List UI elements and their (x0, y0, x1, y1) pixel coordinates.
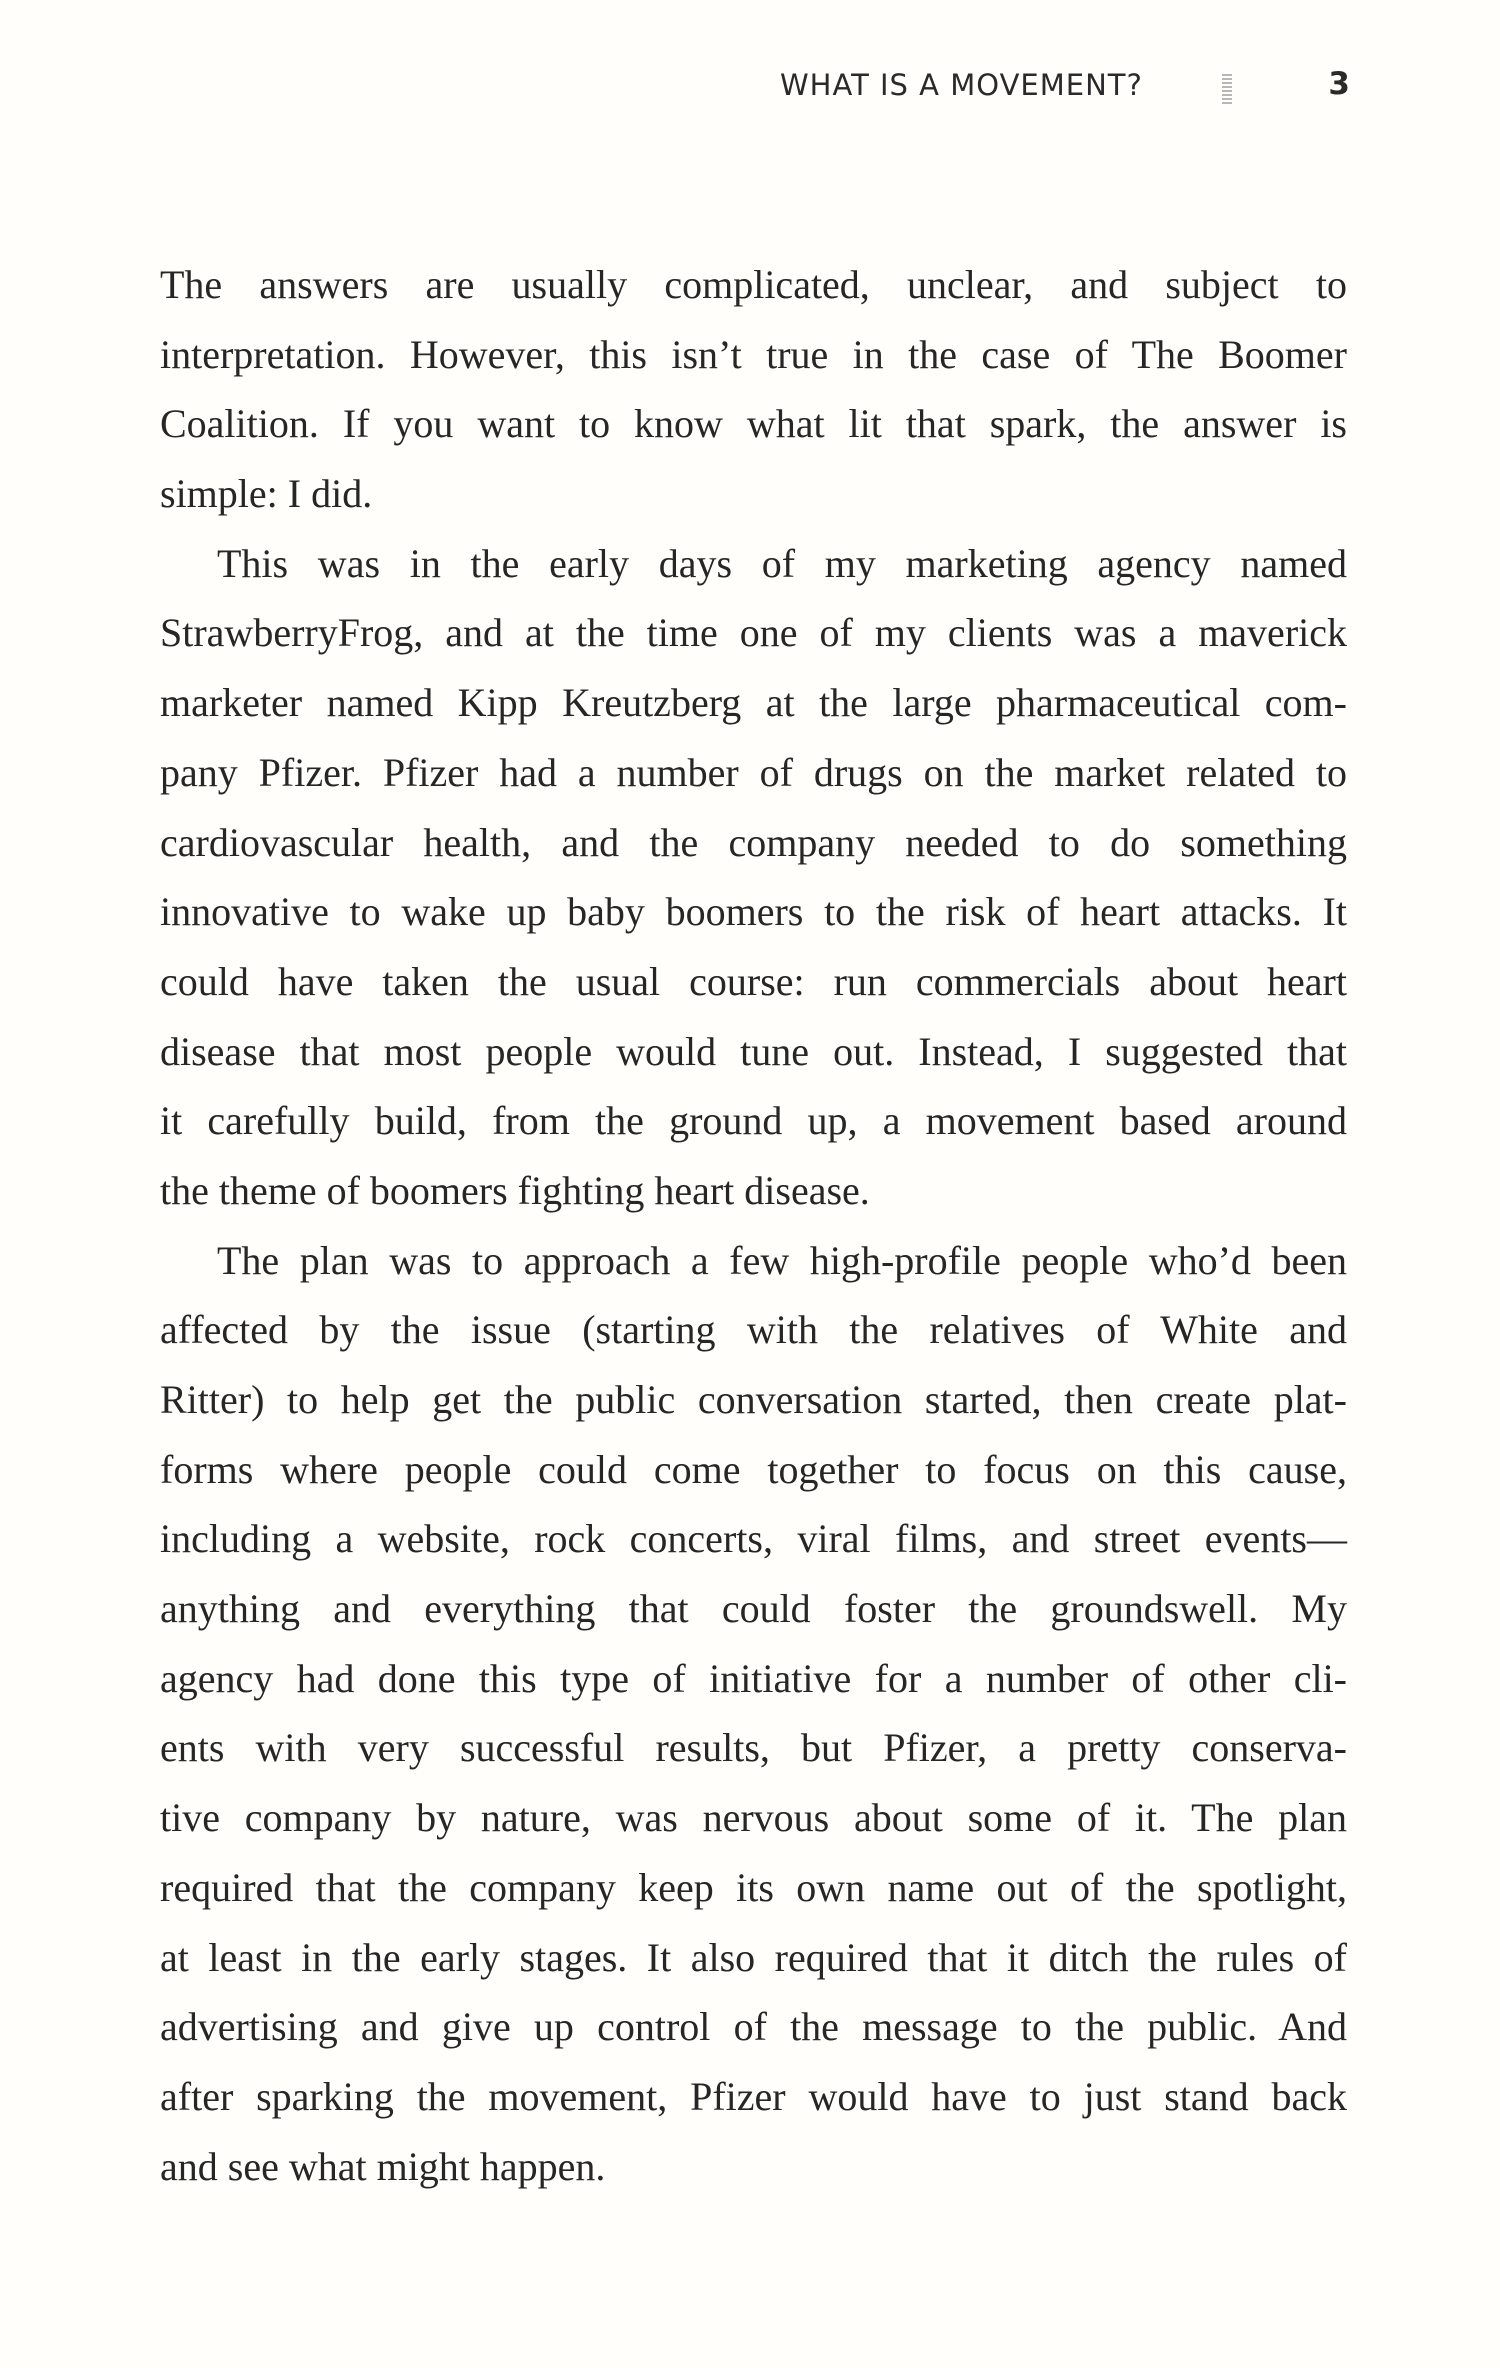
paragraph (160, 1231, 1347, 2207)
text-line: Ritter) to help get the public conversation started, then create plat- (160, 1377, 1347, 1422)
text-line: interpretation. However, this isn’t true in the case of The Boomer (160, 331, 1347, 377)
text-line: cardiovascular health, and the company needed to do something (160, 819, 1347, 865)
text-line: after sparking the movement, Pfizer would have to just stand back (160, 2073, 1347, 2119)
paragraph (160, 255, 1347, 534)
text-line: The answers are usually complicated, unclear, and subject to (160, 262, 1347, 307)
text-line: The plan was to approach a few high-profile people who’d been (217, 1237, 1347, 1283)
text-line: could have taken the usual course: run commercials about heart (160, 958, 1347, 1004)
page-number: 3 (1328, 66, 1350, 102)
text-line: pany Pfizer. Pfizer had a number of drugs on the market related to (160, 749, 1347, 795)
body-text (160, 255, 1347, 2206)
ornament-icon (1222, 74, 1232, 104)
page-header (780, 68, 1350, 112)
text-line: disease that most people would tune out. Instead, I suggested that (160, 1028, 1347, 1074)
text-line: agency had done this type of initiative for a number of other cli- (160, 1655, 1347, 1701)
text-line: Coalition. If you want to know what lit that spark, the answer is (160, 401, 1347, 447)
text-line: tive company by nature, was nervous about some of it. The plan (160, 1795, 1347, 1841)
text-line: advertising and give up control of the message to the public. And (160, 2004, 1347, 2050)
text-line: marketer named Kipp Kreutzberg at the large pharmaceutical com- (160, 680, 1347, 726)
paragraph (160, 534, 1347, 1231)
text-line: affected by the issue (starting with the relatives of White and (160, 1307, 1347, 1353)
text-line: and see what might happen. (160, 2143, 606, 2189)
text-line: at least in the early stages. It also required that it ditch the rules of (160, 1934, 1347, 1980)
text-line: StrawberryFrog, and at the time one of my clients was a maverick (160, 610, 1347, 656)
text-line: ents with very successful results, but Pfizer, a pretty conserva- (160, 1725, 1347, 1771)
running-head: WHAT IS A MOVEMENT? (780, 68, 1143, 102)
text-line: simple: I did. (160, 471, 373, 517)
text-line: innovative to wake up baby boomers to the risk of heart attacks. It (160, 889, 1347, 935)
text-line: forms where people could come together to focus on this cause, (160, 1446, 1347, 1492)
text-line: This was in the early days of my marketing agency named (217, 540, 1347, 586)
text-line: including a website, rock concerts, viral films, and street events— (160, 1516, 1347, 1562)
text-line: required that the company keep its own name out of the spotlight, (160, 1864, 1347, 1910)
text-line: it carefully build, from the ground up, a movement based around (160, 1098, 1347, 1144)
text-line: anything and everything that could foster the groundswell. My (160, 1586, 1347, 1632)
text-line: the theme of boomers fighting heart disease. (160, 1167, 870, 1213)
